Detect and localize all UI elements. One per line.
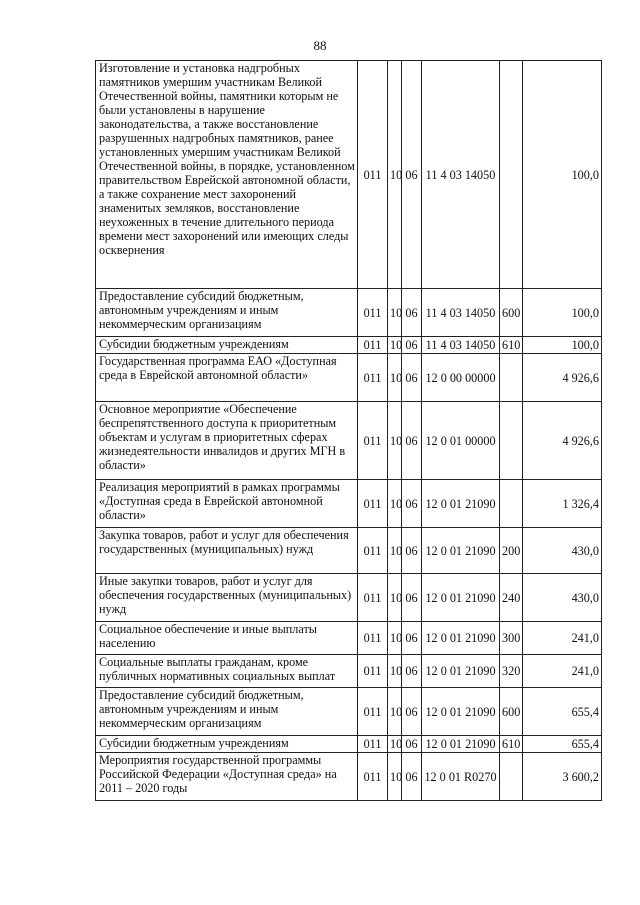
row-vr: 610 bbox=[500, 736, 523, 753]
row-pr: 06 bbox=[402, 289, 422, 337]
row-pr: 06 bbox=[402, 736, 422, 753]
row-vr: 600 bbox=[500, 289, 523, 337]
row-sum: 430,0 bbox=[523, 528, 602, 574]
row-vr bbox=[500, 354, 523, 402]
row-pr: 06 bbox=[402, 655, 422, 688]
row-grbs: 011 bbox=[358, 61, 388, 289]
row-grbs: 011 bbox=[358, 622, 388, 655]
row-name: Социальные выплаты гражданам, кроме публичных нормативных социальных выплат bbox=[96, 655, 358, 688]
table-row bbox=[96, 753, 602, 801]
row-grbs: 011 bbox=[358, 688, 388, 736]
row-grbs: 011 bbox=[358, 736, 388, 753]
row-grbs: 011 bbox=[358, 480, 388, 528]
row-name: Иные закупки товаров, работ и услуг для обеспечения государственных (муниципальных) нужд bbox=[96, 574, 358, 622]
row-sum: 100,0 bbox=[523, 289, 602, 337]
row-rz: 10 bbox=[388, 402, 402, 480]
row-sum: 655,4 bbox=[523, 736, 602, 753]
table-row bbox=[96, 622, 602, 655]
row-cs: 12 0 01 21090 bbox=[422, 480, 500, 528]
row-cs: 12 0 01 00000 bbox=[422, 402, 500, 480]
row-pr: 06 bbox=[402, 354, 422, 402]
row-rz: 10 bbox=[388, 337, 402, 354]
row-sum: 241,0 bbox=[523, 655, 602, 688]
row-rz: 10 bbox=[388, 655, 402, 688]
row-rz: 10 bbox=[388, 528, 402, 574]
table-row bbox=[96, 289, 602, 337]
budget-table bbox=[95, 60, 602, 801]
row-name: Изготовление и установка надгробных памятников умершим участникам Великой Отечественной войны, памятники которым не были установлены в нарушение законодательства, а также восстановление разрушенных надгробных памятников, ранее установленных умершим участникам Великой Отечественной войны, в порядке, установленном правительством Еврейской автономной области, а также сохранение мест захоронений знаменитых земляков, восстановление неухоженных в течение длительного периода времени мест захоронений или имеющих следы осквернения bbox=[96, 61, 358, 289]
table-row bbox=[96, 688, 602, 736]
row-rz: 10 bbox=[388, 622, 402, 655]
row-vr bbox=[500, 402, 523, 480]
row-vr: 300 bbox=[500, 622, 523, 655]
row-pr: 06 bbox=[402, 622, 422, 655]
row-grbs: 011 bbox=[358, 337, 388, 354]
row-name: Мероприятия государственной программы Российской Федерации «Доступная среда» на 2011 – 2020 годы bbox=[96, 753, 358, 801]
row-cs: 12 0 01 21090 bbox=[422, 655, 500, 688]
row-vr: 600 bbox=[500, 688, 523, 736]
row-name: Реализация мероприятий в рамках программы «Доступная среда в Еврейской автономной области» bbox=[96, 480, 358, 528]
row-name: Основное мероприятие «Обеспечение беспрепятственного доступа к приоритетным объектам и услугам в приоритетных сферах жизнедеятельности инвалидов и других МГН в области» bbox=[96, 402, 358, 480]
row-vr: 240 bbox=[500, 574, 523, 622]
row-rz: 10 bbox=[388, 354, 402, 402]
table-row bbox=[96, 61, 602, 289]
row-rz: 10 bbox=[388, 574, 402, 622]
row-pr: 06 bbox=[402, 753, 422, 801]
row-sum: 3 600,2 bbox=[523, 753, 602, 801]
row-vr bbox=[500, 480, 523, 528]
row-rz: 10 bbox=[388, 688, 402, 736]
row-sum: 430,0 bbox=[523, 574, 602, 622]
row-vr: 610 bbox=[500, 337, 523, 354]
row-rz: 10 bbox=[388, 61, 402, 289]
row-name: Субсидии бюджетным учреждениям bbox=[96, 337, 358, 354]
row-sum: 241,0 bbox=[523, 622, 602, 655]
row-name: Предоставление субсидий бюджетным, автономным учреждениям и иным некоммерческим организациям bbox=[96, 289, 358, 337]
row-vr: 200 bbox=[500, 528, 523, 574]
row-grbs: 011 bbox=[358, 528, 388, 574]
row-vr bbox=[500, 753, 523, 801]
table-row bbox=[96, 528, 602, 574]
table-row bbox=[96, 736, 602, 753]
row-name: Субсидии бюджетным учреждениям bbox=[96, 736, 358, 753]
row-sum: 4 926,6 bbox=[523, 402, 602, 480]
row-rz: 10 bbox=[388, 480, 402, 528]
row-grbs: 011 bbox=[358, 655, 388, 688]
table-row bbox=[96, 655, 602, 688]
row-cs: 12 0 01 21090 bbox=[422, 622, 500, 655]
table-row bbox=[96, 402, 602, 480]
row-cs: 12 0 01 21090 bbox=[422, 528, 500, 574]
row-grbs: 011 bbox=[358, 574, 388, 622]
row-pr: 06 bbox=[402, 574, 422, 622]
row-cs: 11 4 03 14050 bbox=[422, 337, 500, 354]
row-name: Предоставление субсидий бюджетным, автономным учреждениям и иным некоммерческим организациям bbox=[96, 688, 358, 736]
row-rz: 10 bbox=[388, 289, 402, 337]
row-grbs: 011 bbox=[358, 354, 388, 402]
row-grbs: 011 bbox=[358, 289, 388, 337]
row-sum: 100,0 bbox=[523, 61, 602, 289]
row-cs: 12 0 01 21090 bbox=[422, 574, 500, 622]
budget-table-body bbox=[96, 61, 602, 801]
row-cs: 11 4 03 14050 bbox=[422, 61, 500, 289]
row-pr: 06 bbox=[402, 61, 422, 289]
row-cs: 12 0 01 21090 bbox=[422, 736, 500, 753]
row-grbs: 011 bbox=[358, 402, 388, 480]
row-name: Закупка товаров, работ и услуг для обеспечения государственных (муниципальных) нужд bbox=[96, 528, 358, 574]
row-cs: 12 0 01 R0270 bbox=[422, 753, 500, 801]
row-sum: 100,0 bbox=[523, 337, 602, 354]
row-pr: 06 bbox=[402, 688, 422, 736]
row-pr: 06 bbox=[402, 528, 422, 574]
row-grbs: 011 bbox=[358, 753, 388, 801]
row-sum: 4 926,6 bbox=[523, 354, 602, 402]
page-number: 88 bbox=[313, 38, 327, 53]
table-row bbox=[96, 337, 602, 354]
table-row bbox=[96, 354, 602, 402]
row-sum: 1 326,4 bbox=[523, 480, 602, 528]
row-name: Социальное обеспечение и иные выплаты населению bbox=[96, 622, 358, 655]
row-cs: 12 0 01 21090 bbox=[422, 688, 500, 736]
row-pr: 06 bbox=[402, 337, 422, 354]
table-row bbox=[96, 574, 602, 622]
table-row bbox=[96, 480, 602, 528]
row-vr: 320 bbox=[500, 655, 523, 688]
row-sum: 655,4 bbox=[523, 688, 602, 736]
row-name: Государственная программа ЕАО «Доступная среда в Еврейской автономной области» bbox=[96, 354, 358, 402]
row-rz: 10 bbox=[388, 753, 402, 801]
row-cs: 11 4 03 14050 bbox=[422, 289, 500, 337]
row-vr bbox=[500, 61, 523, 289]
row-pr: 06 bbox=[402, 402, 422, 480]
row-pr: 06 bbox=[402, 480, 422, 528]
row-cs: 12 0 00 00000 bbox=[422, 354, 500, 402]
row-rz: 10 bbox=[388, 736, 402, 753]
